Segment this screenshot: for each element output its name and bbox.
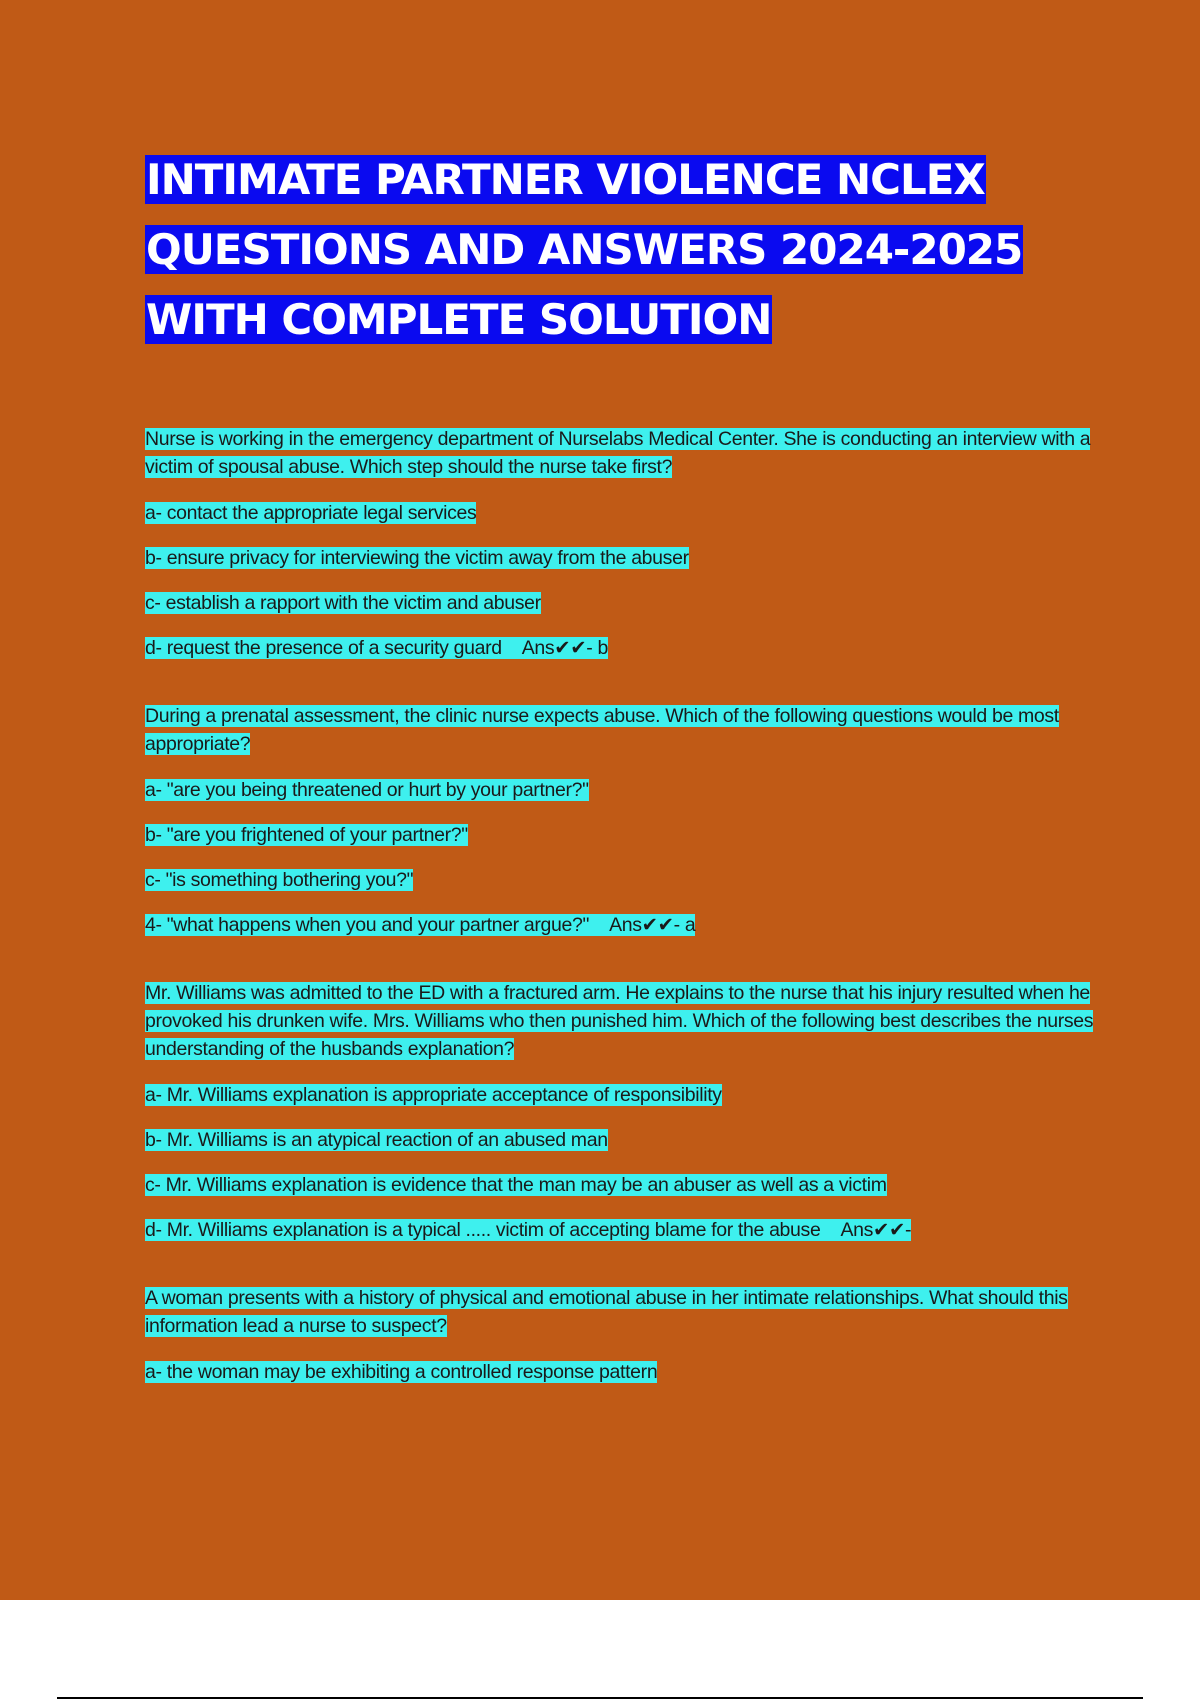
answer-options (145, 776, 1105, 939)
answer-option: d- request the presence of a security guard Ans✔✔- b (145, 637, 608, 659)
answer-option: a- "are you being threatened or hurt by your partner?" (145, 779, 589, 801)
title-line: QUESTIONS AND ANSWERS 2024-2025 (146, 225, 1023, 274)
answer-options (145, 1358, 1105, 1386)
answer-option: c- establish a rapport with the victim and abuser (145, 592, 541, 614)
answer-option: 4- "what happens when you and your partner argue?" Ans✔✔- a (145, 914, 696, 936)
question-text: Nurse is working in the emergency department of Nurselabs Medical Center. She is conducting an interview with a victim of spousal abuse. Which step should the nurse take first? (145, 428, 1091, 478)
title-line: WITH COMPLETE SOLUTION (146, 295, 772, 344)
footer-divider (57, 1697, 1143, 1699)
document-title (145, 145, 1105, 355)
answer-option: c- Mr. Williams explanation is evidence that the man may be an abuser as well as a victim (145, 1174, 887, 1196)
answer-option: b- ensure privacy for interviewing the victim away from the abuser (145, 547, 689, 569)
answer-option: a- the woman may be exhibiting a controlled response pattern (145, 1361, 658, 1383)
question-block (145, 702, 1105, 939)
question-block (145, 425, 1105, 662)
answer-option: d- Mr. Williams explanation is a typical ..... victim of accepting blame for the abuse Ans✔✔- (145, 1219, 912, 1241)
answer-option: a- Mr. Williams explanation is appropriate acceptance of responsibility (145, 1084, 722, 1106)
answer-options (145, 1081, 1105, 1244)
answer-option: a- contact the appropriate legal services (145, 502, 477, 524)
answer-option: c- "is something bothering you?" (145, 869, 414, 891)
question-block (145, 979, 1105, 1244)
answer-key: Ans✔✔- b (521, 637, 608, 659)
answer-option: b- "are you frightened of your partner?" (145, 824, 468, 846)
question-text: Mr. Williams was admitted to the ED with a fractured arm. He explains to the nurse that his injury resulted when he provoked his drunken wife. Mrs. Williams who then punished him. Which of the following best describes the nurses understanding of the husbands explanation? (145, 982, 1094, 1060)
title-line: INTIMATE PARTNER VIOLENCE NCLEX (146, 155, 985, 204)
question-text: A woman presents with a history of physical and emotional abuse in her intimate relationships. What should this information lead a nurse to suspect? (145, 1287, 1068, 1337)
document-content (145, 145, 1105, 1426)
question-block (145, 1284, 1105, 1386)
answer-option: b- Mr. Williams is an atypical reaction of an abused man (145, 1129, 608, 1151)
answer-key: Ans✔✔- a (609, 914, 696, 936)
answer-options (145, 499, 1105, 662)
answer-key: Ans✔✔- (840, 1219, 912, 1241)
question-text: During a prenatal assessment, the clinic nurse expects abuse. Which of the following questions would be most appropriate? (145, 705, 1059, 755)
